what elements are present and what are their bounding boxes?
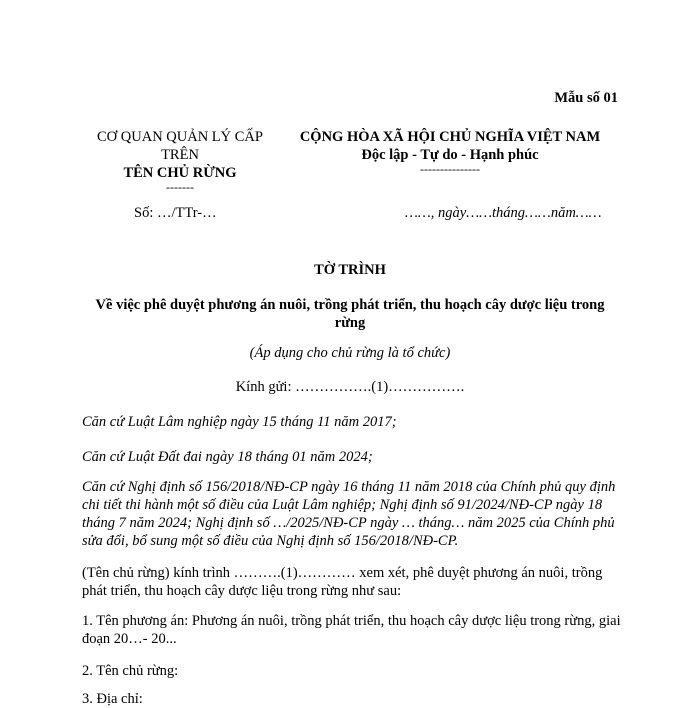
- legal-basis-item: Căn cứ Nghị định số 156/2018/NĐ-CP ngày 16 tháng 11 năm 2018 của Chính phủ quy định chi tiết thi hành một số điều của Luật Lâm nghiệp; Nghị định số 91/2024/NĐ-CP ngày 18 tháng 7 năm 2024; Nghị định số …/2025/NĐ-CP ngày … tháng… năm 2025 của Chính phủ sửa đổi, bổ sung một số điều của Nghị định số 156/2018/NĐ-CP.: [82, 479, 616, 549]
- document-subject: Về việc phê duyệt phương án nuôi, trồng phát triển, thu hoạch cây dược liệu trong rừng: [95, 297, 605, 331]
- document-number: Số: …/TTr-…: [134, 205, 217, 221]
- legal-basis-item: Căn cứ Luật Đất đai ngày 18 tháng 01 năm 2024;: [82, 449, 373, 465]
- form-number: Mẫu số 01: [554, 90, 618, 106]
- address-item: 3. Địa chỉ:: [82, 691, 143, 707]
- plan-name-item: 1. Tên phương án: Phương án nuôi, trồng phát triển, thu hoạch cây dược liệu trong rừng, giai đoạn 20…- 20...: [82, 613, 621, 647]
- forest-owner-name: TÊN CHỦ RỪNG: [123, 165, 237, 181]
- legal-basis-item: Căn cứ Luật Lâm nghiệp ngày 15 tháng 11 năm 2017;: [82, 414, 397, 430]
- owner-name-item: 2. Tên chủ rừng:: [82, 663, 179, 679]
- right-divider: ---------------: [420, 162, 480, 176]
- date-line: ……, ngày……tháng……năm……: [405, 205, 602, 221]
- nation-name: CỘNG HÒA XÃ HỘI CHỦ NGHĨA VIỆT NAM: [299, 129, 601, 145]
- issuing-agency-block: [80, 128, 280, 192]
- intro-paragraph: (Tên chủ rừng) kính trình ……….(1)………… xem xét, phê duyệt phương án nuôi, trồng phát triển, thu hoạch cây dược liệu trong rừng như sau:: [82, 565, 603, 599]
- applicability-note: (Áp dụng cho chủ rừng là tổ chức): [249, 345, 451, 361]
- national-motto: Độc lập - Tự do - Hạnh phúc: [361, 147, 539, 163]
- recipient-line: Kính gửi: …………….(1)…………….: [235, 379, 465, 395]
- national-header-block: [285, 128, 615, 174]
- agency-name-line1: CƠ QUAN QUẢN LÝ CẤP: [97, 129, 263, 145]
- document-title: TỜ TRÌNH: [314, 262, 386, 278]
- agency-name-line2: TRÊN: [161, 147, 199, 163]
- left-divider: -------: [166, 180, 194, 194]
